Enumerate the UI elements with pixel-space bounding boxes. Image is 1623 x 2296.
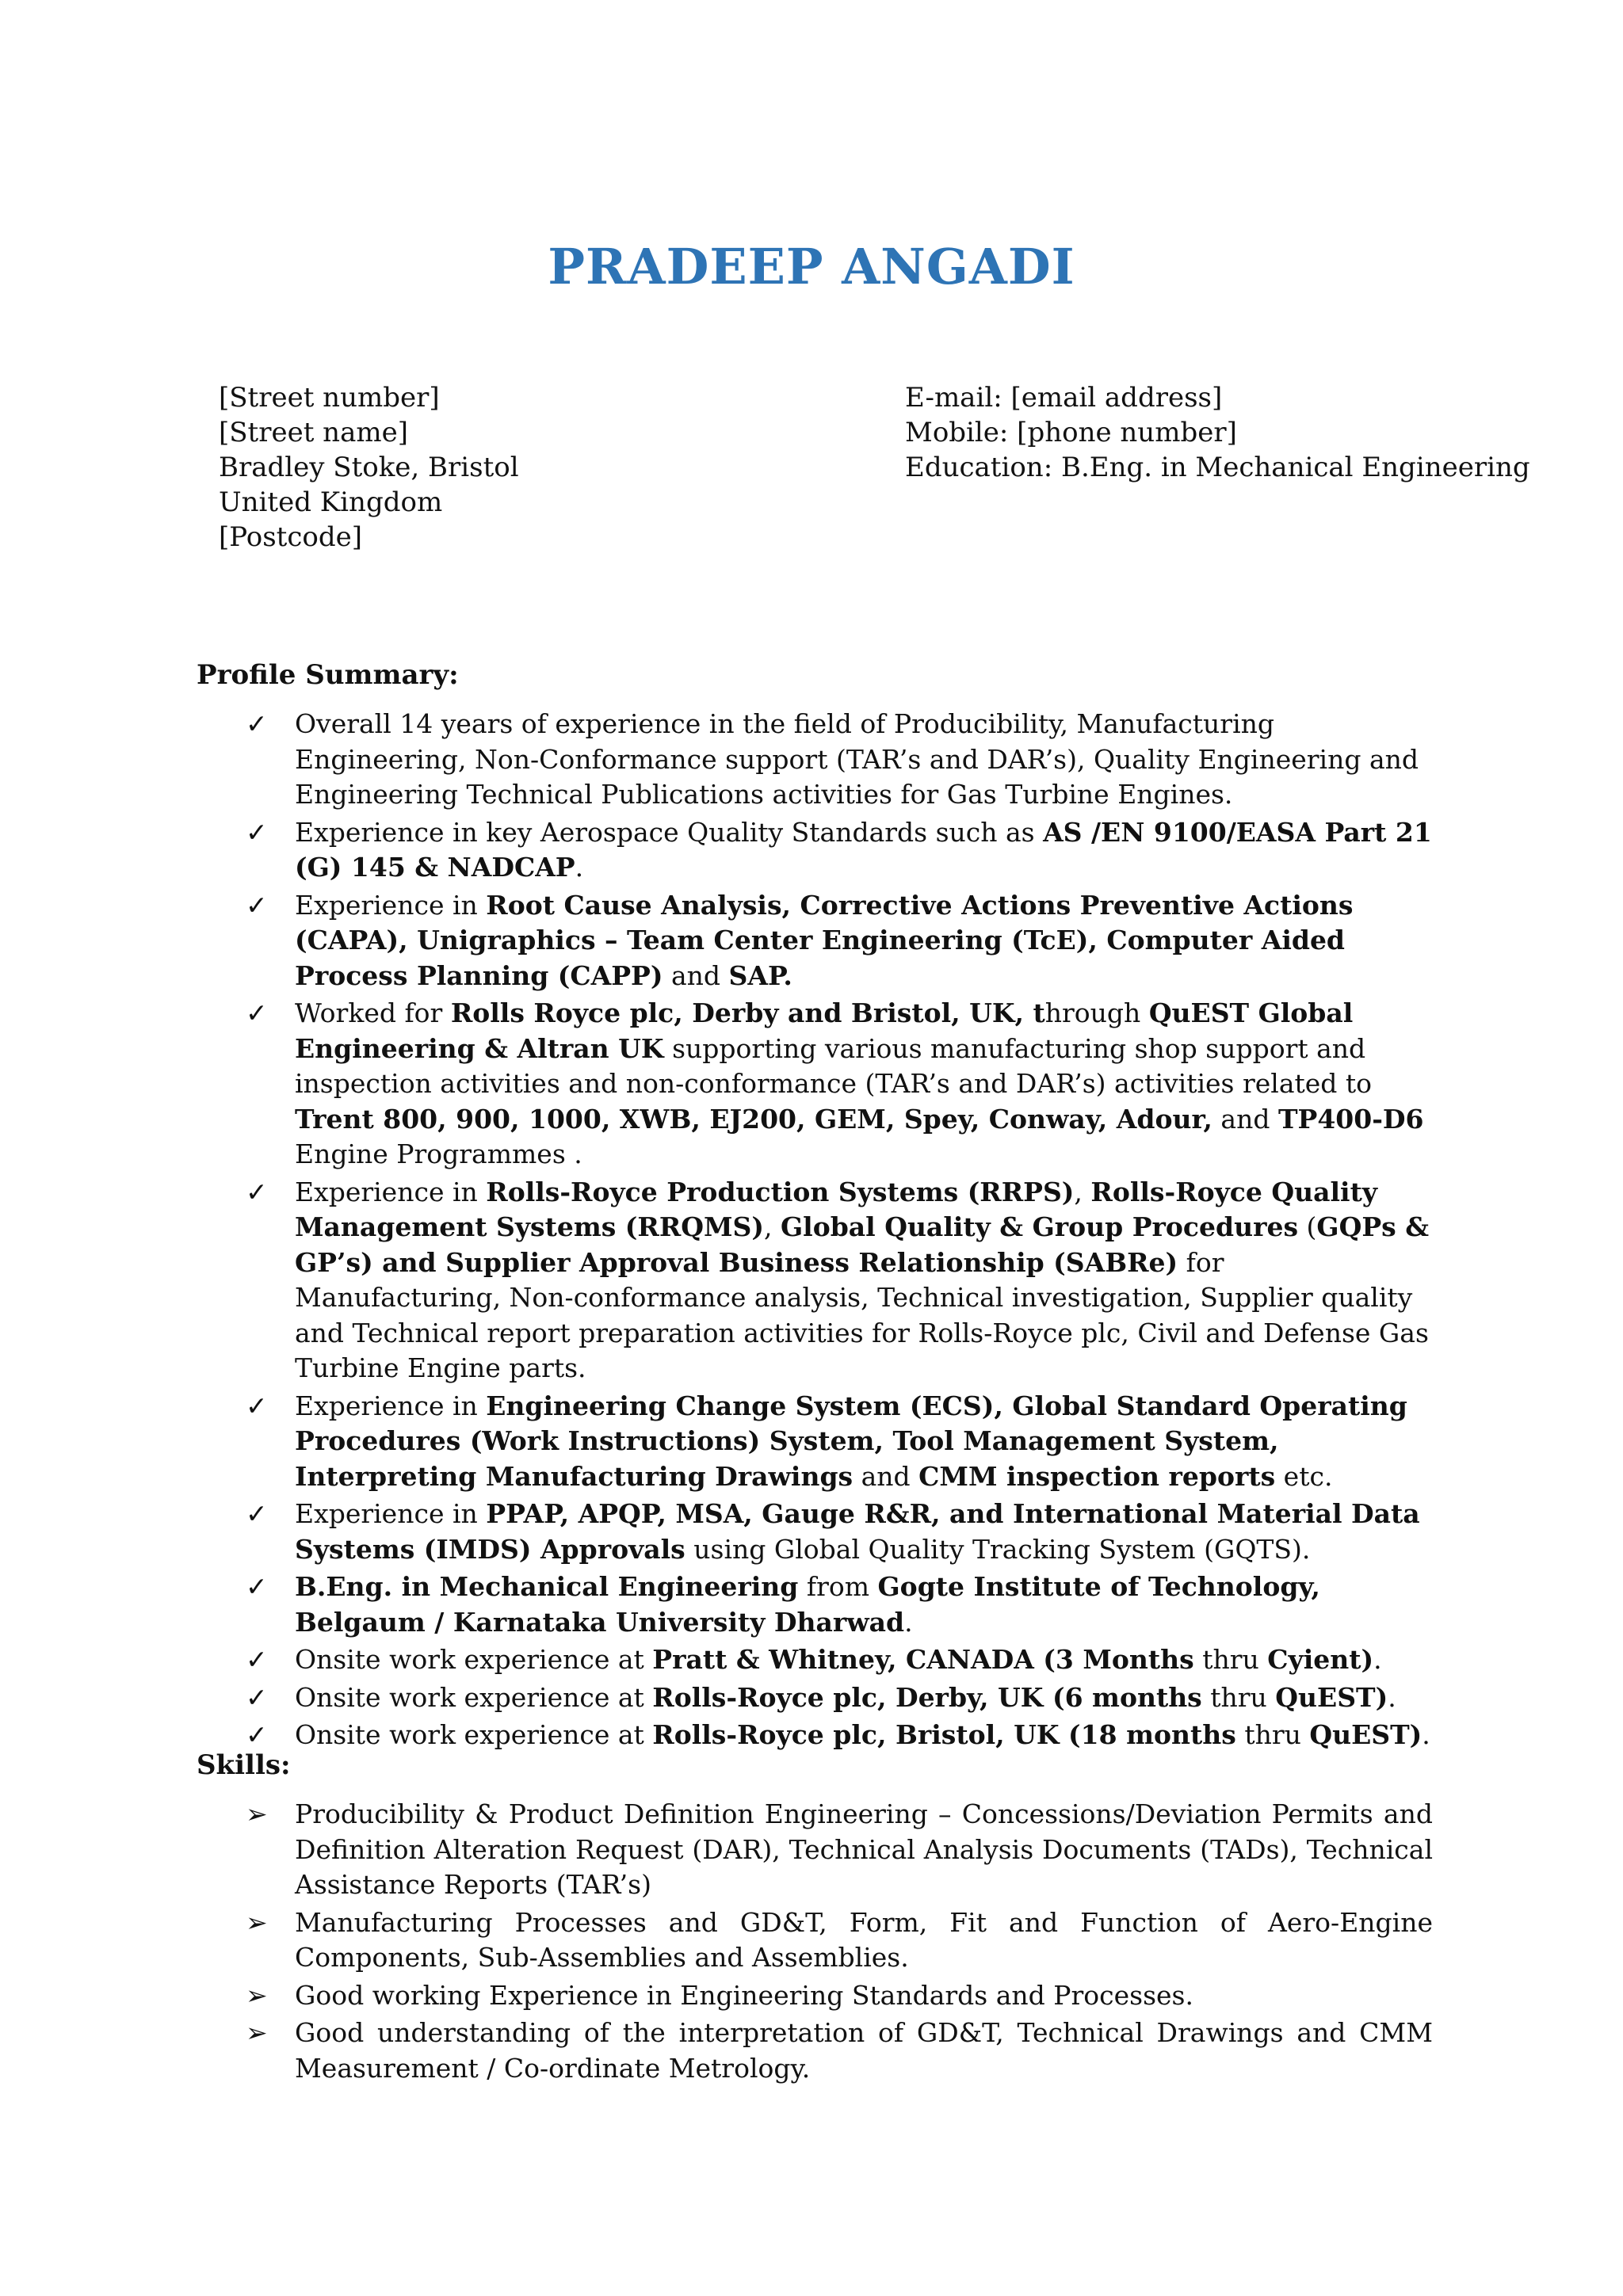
bold-text-run: GQPs & GP’s) and Supplier Approval Business Relationship (SABRe) (295, 1211, 1430, 1278)
profile-summary-item (197, 707, 1433, 813)
profile-summary-text (295, 817, 1432, 883)
bold-text-run: Gogte Institute of Technology, Belgaum / Karnataka University Dharwad (295, 1571, 1320, 1638)
profile-summary-text (295, 1719, 1430, 1750)
check-mark-icon: ✓ (246, 1498, 268, 1529)
text-run: . (1422, 1719, 1430, 1750)
bold-text-run: Rolls-Royce plc, Derby, UK (6 months (652, 1681, 1202, 1713)
text-run: and (663, 959, 729, 991)
text-run: Experience in (295, 1176, 487, 1207)
skill-item (197, 1797, 1433, 1903)
bold-text-run: Trent 800, 900, 1000, XWB, EJ200, GEM, Spey, Conway, Adour, (295, 1103, 1212, 1135)
text-run: supporting various manufacturing shop support and inspection activities and non-conformance (TAR’s and DAR’s) activities related to (295, 1032, 1373, 1099)
skill-text: Good working Experience in Engineering Standards and Processes. (295, 1979, 1193, 2011)
education-line: Education: B.Eng. in Mechanical Engineering (905, 452, 1530, 483)
bold-text-run: Cyient) (1267, 1644, 1374, 1675)
profile-summary-item (197, 1718, 1433, 1753)
bold-text-run: Global Quality & Group Procedures (780, 1211, 1299, 1242)
skill-text: Manufacturing Processes and GD&T, Form, Fit and Function of Aero-Engine Components, Sub-Assemblies and Assemblies. (295, 1906, 1433, 1973)
bold-text-run: TP400-D6 (1277, 1103, 1424, 1135)
text-run: Experience in (295, 889, 487, 921)
text-run: and (1212, 1103, 1278, 1135)
profile-summary-text (295, 997, 1424, 1169)
check-mark-icon: ✓ (246, 889, 268, 921)
skill-text: Good understanding of the interpretation of GD&T, Technical Drawings and CMM Measurement / Co-ordinate Metrology. (295, 2017, 1433, 2084)
text-run: , (1074, 1176, 1091, 1207)
address-line: United Kingdom (219, 486, 443, 518)
profile-summary-text (295, 1390, 1407, 1492)
profile-summary-item (197, 815, 1433, 886)
check-mark-icon: ✓ (246, 1176, 268, 1207)
text-run: Onsite work experience at (295, 1644, 653, 1675)
bold-text-run: QuEST Global Engineering & Altran UK (295, 997, 1354, 1064)
address-line: Bradley Stoke, Bristol (219, 452, 519, 483)
text-run: hrough (1044, 997, 1149, 1028)
text-run: from (798, 1571, 878, 1602)
text-run: Overall 14 years of experience in the field of Producibility, Manufacturing Engineering, Non-Conformance support (TAR’s and DAR’s), Quality Engineering and Engineering Technical Publications activities for Gas Turbine Engines. (295, 708, 1419, 810)
candidate-name: PRADEEP ANGADI (548, 238, 1075, 296)
text-run: Experience in (295, 1390, 487, 1421)
skill-item (197, 1905, 1433, 1976)
text-run: . (1373, 1644, 1382, 1675)
check-mark-icon: ✓ (246, 1571, 268, 1602)
address-line: [Postcode] (219, 521, 363, 553)
profile-summary-text (295, 708, 1419, 810)
arrow-bullet-icon: ➢ (246, 1798, 268, 1829)
text-run: ( (1298, 1211, 1317, 1242)
text-run: thru (1193, 1644, 1268, 1675)
text-run: Experience in (295, 1498, 487, 1529)
skill-text: Producibility & Product Definition Engineering – Concessions/Deviation Permits and Definition Alteration Request (DAR), Technical Analysis Documents (TADs), Technical Assistance Reports (TAR’s) (295, 1798, 1433, 1900)
skills-list (197, 1797, 1433, 2088)
check-mark-icon: ✓ (246, 708, 268, 739)
postal-address (219, 380, 519, 555)
bold-text-run: AS /EN 9100/EASA Part 21 (G) 145 & NADCAP (295, 816, 1432, 883)
check-mark-icon: ✓ (246, 1390, 268, 1421)
bold-text-run: SAP. (728, 959, 792, 991)
text-run: and (853, 1460, 919, 1492)
bold-text-run: Engineering Change System (ECS), Global Standard Operating Procedures (Work Instructions) System, Tool Management System, Interpreting Manufacturing Drawings (295, 1390, 1407, 1492)
mobile-line: Mobile: [phone number] (905, 417, 1237, 448)
text-run: . (1388, 1681, 1396, 1713)
bold-text-run: Rolls-Royce Production Systems (RRPS) (486, 1176, 1075, 1207)
text-run: Engine Programmes . (295, 1138, 582, 1169)
text-run: Worked for (295, 997, 451, 1028)
email-line: E-mail: [email address] (905, 382, 1223, 414)
profile-summary-list (197, 707, 1433, 1756)
text-run: Onsite work experience at (295, 1719, 653, 1750)
skill-item (197, 1978, 1433, 2014)
arrow-bullet-icon: ➢ (246, 1906, 268, 1938)
profile-summary-item (197, 1569, 1433, 1640)
bold-text-run: Rolls-Royce plc, Bristol, UK (18 months (652, 1719, 1236, 1750)
profile-summary-item (197, 1642, 1433, 1678)
profile-summary-text (295, 1644, 1382, 1675)
text-run: . (575, 852, 584, 883)
text-run: thru (1201, 1681, 1276, 1713)
text-run: . (904, 1606, 913, 1638)
profile-summary-text (295, 1571, 1320, 1638)
text-run: Onsite work experience at (295, 1681, 653, 1713)
text-run: using Global Quality Tracking System (GQTS). (685, 1533, 1311, 1565)
address-line: [Street name] (219, 417, 408, 448)
arrow-bullet-icon: ➢ (246, 1979, 268, 2011)
profile-summary-item (197, 1497, 1433, 1567)
bold-text-run: Rolls Royce plc, Derby and Bristol, UK, t (450, 997, 1045, 1028)
bold-text-run: B.Eng. in Mechanical Engineering (295, 1571, 799, 1602)
text-run: Experience in key Aerospace Quality Standards such as (295, 816, 1044, 848)
bold-text-run: Pratt & Whitney, CANADA (3 Months (652, 1644, 1194, 1675)
skill-item (197, 2016, 1433, 2086)
profile-summary-item (197, 1389, 1433, 1495)
text-run: for Manufacturing, Non-conformance analysis, Technical investigation, Supplier quality and Technical report preparation activities for Rolls-Royce plc, Civil and Defense Gas Turbine Engine parts. (295, 1246, 1429, 1383)
text-run: thru (1235, 1719, 1310, 1750)
address-line: [Street number] (219, 382, 440, 414)
bold-text-run: QuEST) (1309, 1719, 1423, 1750)
profile-summary-item (197, 888, 1433, 994)
check-mark-icon: ✓ (246, 1644, 268, 1675)
profile-summary-item (197, 1175, 1433, 1386)
profile-summary-text (295, 1682, 1396, 1713)
check-mark-icon: ✓ (246, 816, 268, 848)
bold-text-run: PPAP, APQP, MSA, Gauge R&R, and International Material Data Systems (IMDS) Approvals (295, 1498, 1420, 1565)
bold-text-run: QuEST) (1275, 1681, 1388, 1713)
check-mark-icon: ✓ (246, 997, 268, 1028)
bold-text-run: Root Cause Analysis, Corrective Actions Preventive Actions (CAPA), Unigraphics – Team Center Engineering (TcE), Computer Aided Process Planning (CAPP) (295, 889, 1354, 991)
profile-summary-heading: Profile Summary: (197, 659, 459, 691)
skills-heading: Skills: (197, 1749, 291, 1781)
contact-details (905, 380, 1530, 485)
profile-summary-item (197, 996, 1433, 1173)
text-run: , (764, 1211, 781, 1242)
text-run: etc. (1275, 1460, 1333, 1492)
profile-summary-text (295, 1177, 1429, 1384)
arrow-bullet-icon: ➢ (246, 2017, 268, 2048)
profile-summary-item (197, 1680, 1433, 1716)
profile-summary-text (295, 1498, 1420, 1565)
profile-summary-text (295, 890, 1354, 991)
bold-text-run: CMM inspection reports (918, 1460, 1276, 1492)
check-mark-icon: ✓ (246, 1681, 268, 1713)
check-mark-icon: ✓ (246, 1719, 268, 1750)
bold-text-run: Rolls-Royce Quality Management Systems (RRQMS) (295, 1176, 1377, 1242)
